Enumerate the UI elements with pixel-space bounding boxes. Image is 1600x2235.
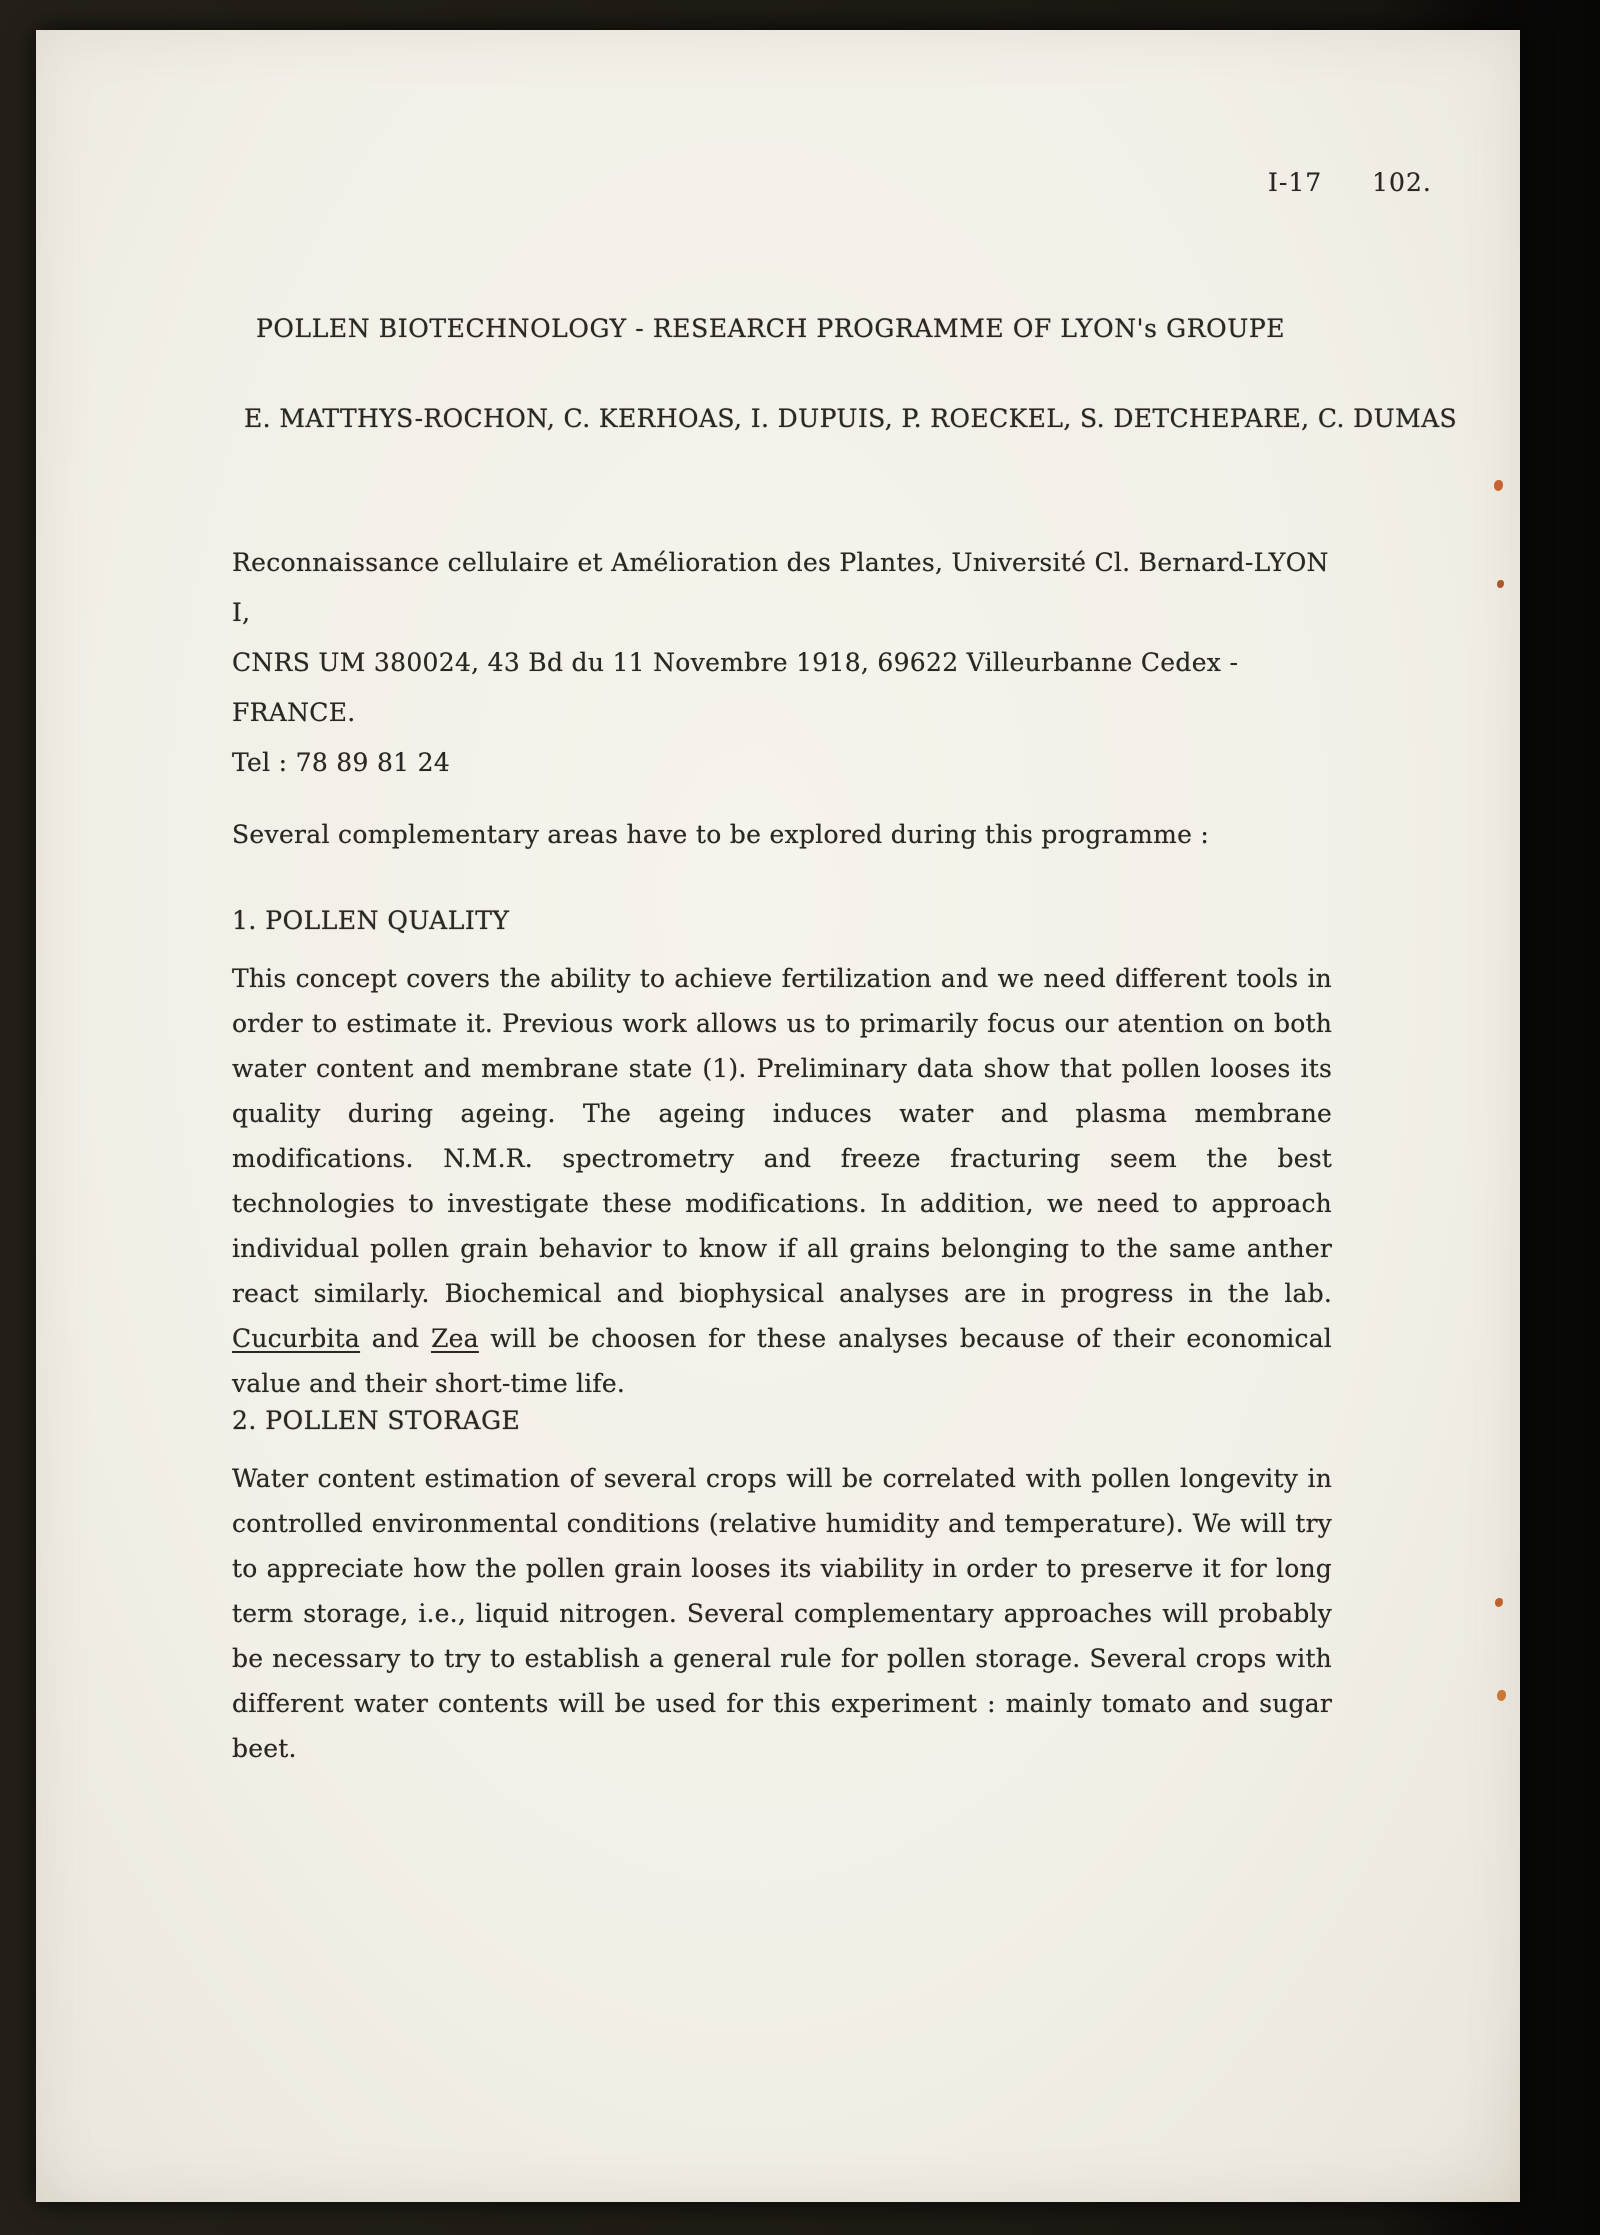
ink-speck [1497,580,1504,588]
document-page [36,30,1520,2202]
section-2-heading: 2. POLLEN STORAGE [232,1406,521,1435]
affiliation-line-1: Reconnaissance cellulaire et Amélioration des Plantes, Université Cl. Bernard-LYON I, [232,548,1329,627]
body-text: and [360,1324,432,1353]
section-2-body: Water content estimation of several crops will be correlated with pollen longevity in controlled environmental conditions (relative humidity and temperature). We will try to appreciate how the pollen grain looses its viability in order to preserve it for long term storage, i.e., liquid nitrogen. Several complementary approaches will probably be necessary to try to establish a general rule for pollen storage. Several crops with different water contents will be used for this experiment : mainly tomato and sugar beet. [232,1464,1332,1763]
ink-speck [1494,480,1503,491]
page-number: 102. [1372,168,1432,197]
body-text: will be choosen for these analyses because of their economical value and their short-time life. [232,1324,1332,1398]
affiliation-line-2: CNRS UM 380024, 43 Bd du 11 Novembre 1918, 69622 Villeurbanne Cedex - FRANCE. [232,648,1239,727]
affiliation-line-3: Tel : 78 89 81 24 [232,748,451,777]
section-ref: I-17 [1268,168,1323,197]
authors-line: E. MATTHYS-ROCHON, C. KERHOAS, I. DUPUIS, P. ROECKEL, S. DETCHEPARE, C. DUMAS [244,404,1458,433]
body-text: This concept covers the ability to achieve fertilization and we need different tools in order to estimate it. Previous work allows us to primarily focus our atention on both water content and membrane state (1). Preliminary data show that pollen looses its quality during ageing. The ageing induces water and plasma membrane modifications. N.M.R. spectrometry and freeze fracturing seem the best technologies to investigate these modifications. In addition, we need to approach individual pollen grain behavior to know if all grains belonging to the same anther react similarly. Biochemical and biophysical analyses are in progress in the lab. [232,964,1332,1308]
page-header [1268,168,1432,197]
affiliation-block [232,538,1342,788]
intro-line: Several complementary areas have to be explored during this programme : [232,820,1210,849]
section-1-body [232,956,1332,1406]
document-title: POLLEN BIOTECHNOLOGY - RESEARCH PROGRAMME OF LYON's GROUPE [256,314,1286,343]
ink-speck [1495,1598,1503,1607]
taxon-cucurbita: Cucurbita [232,1324,361,1353]
taxon-zea: Zea [431,1324,479,1353]
section-1-heading: 1. POLLEN QUALITY [232,906,510,935]
ink-speck [1497,1690,1506,1701]
